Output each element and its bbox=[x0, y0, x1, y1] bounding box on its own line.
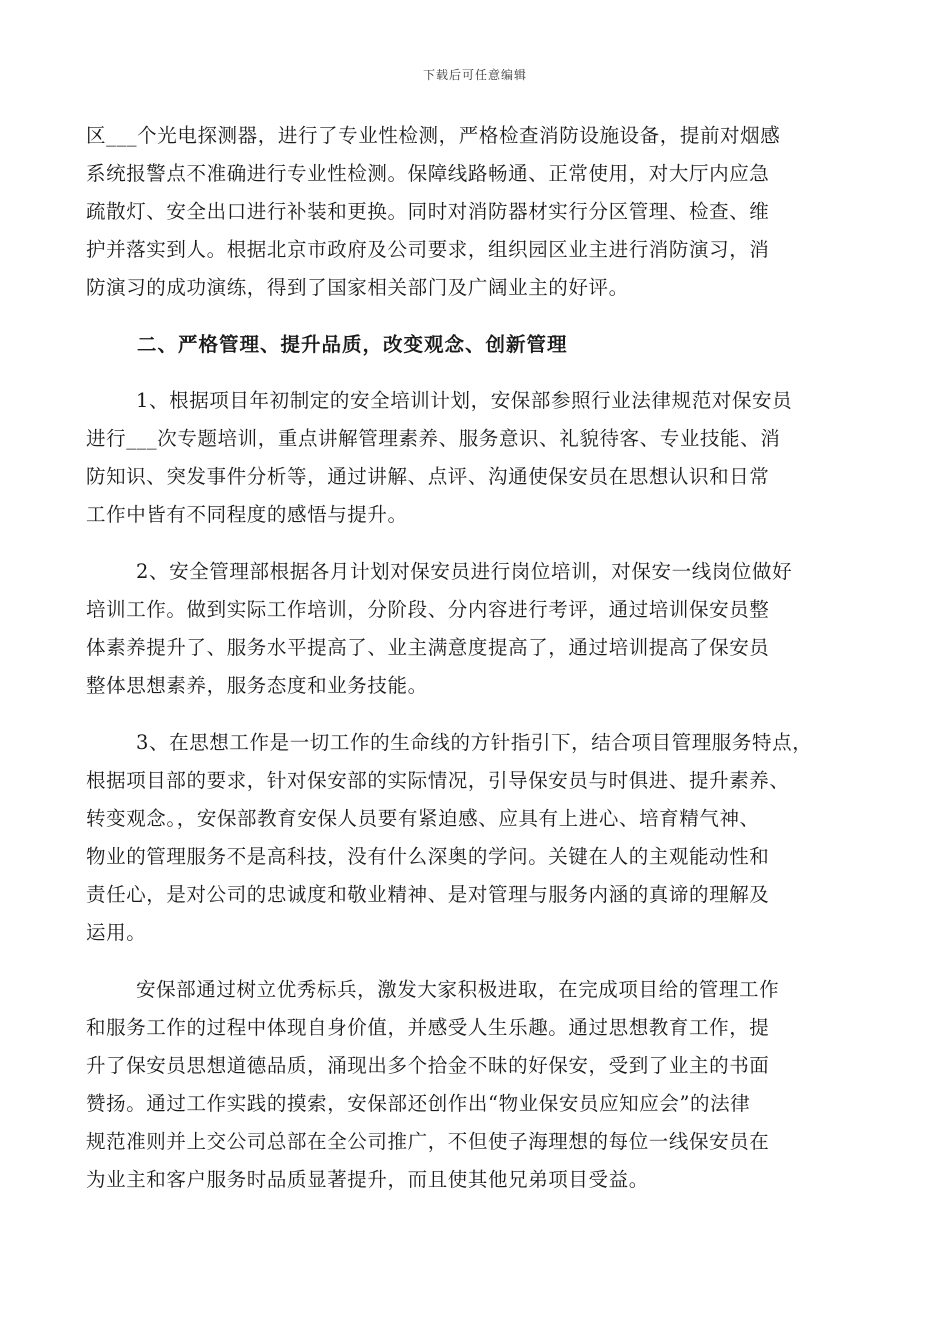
paragraph-1-line-3: 疏散灯、安全出口进行补装和更换。同时对消防器材实行分区管理、检查、维 bbox=[86, 200, 770, 223]
paragraph-5-line-4: 赞扬。通过工作实践的摸索，安保部还创作出“物业保安员应知应会”的法律 bbox=[86, 1092, 751, 1115]
paragraph-5-line-2: 和服务工作的过程中体现自身价值，并感受人生乐趣。通过思想教育工作，提 bbox=[86, 1016, 770, 1039]
paragraph-1-line-5: 防演习的成功演练，得到了国家相关部门及广阔业主的好评。 bbox=[86, 276, 629, 299]
paragraph-3-line-2: 培训工作。做到实际工作培训，分阶段、分内容进行考评，通过培训保安员整 bbox=[86, 598, 770, 621]
paragraph-4-line-2: 根据项目部的要求，针对保安部的实际情况，引导保安员与时俱进、提升素养、 bbox=[86, 769, 790, 792]
paragraph-5-line-5: 规范准则并上交公司总部在全公司推广，不但使子海理想的每位一线保安员在 bbox=[86, 1130, 770, 1153]
paragraph-5-line-6: 为业主和客户服务时品质显著提升，而且使其他兄弟项目受益。 bbox=[86, 1168, 649, 1191]
header-note: 下载后可任意编辑 bbox=[422, 68, 527, 82]
paragraph-2-line-1: 1、根据项目年初制定的安全培训计划，安保部参照行业法律规范对保安员 bbox=[136, 389, 793, 412]
paragraph-4-line-1: 3、在思想工作是一切工作的生命线的方针指引下，结合项目管理服务特点， bbox=[136, 731, 813, 754]
paragraph-5-line-3: 升了保安员思想道德品质，涌现出多个拾金不昧的好保安，受到了业主的书面 bbox=[86, 1054, 770, 1077]
section-heading: 二、严格管理、提升品质，改变观念、创新管理 bbox=[137, 333, 568, 356]
paragraph-2-line-3: 防知识、突发事件分析等，通过讲解、点评、沟通使保安员在思想认识和日常 bbox=[86, 465, 770, 488]
paragraph-3-line-1: 2、安全管理部根据各月计划对保安员进行岗位培训，对保安一线岗位做好 bbox=[136, 560, 793, 583]
paragraph-2-line-4: 工作中皆有不同程度的感悟与提升。 bbox=[86, 503, 408, 526]
paragraph-5-line-1: 安保部通过树立优秀标兵，激发大家积极进取，在完成项目给的管理工作 bbox=[136, 978, 780, 1001]
paragraph-2-line-2: 进行___次专题培训，重点讲解管理素养、服务意识、礼貌待客、专业技能、消 bbox=[86, 427, 781, 450]
paragraph-1-line-2: 系统报警点不准确进行专业性检测。保障线路畅通、正常使用，对大厅内应急 bbox=[86, 162, 770, 185]
paragraph-1-line-4: 护并落实到人。根据北京市政府及公司要求，组织园区业主进行消防演习，消 bbox=[86, 238, 770, 261]
paragraph-1-line-1: 区___个光电探测器，进行了专业性检测，严格检查消防设施设备，提前对烟感 bbox=[86, 124, 781, 147]
paragraph-4-line-4: 物业的管理服务不是高科技，没有什么深奥的学问。关键在人的主观能动性和 bbox=[86, 845, 770, 868]
paragraph-4-line-5: 责任心，是对公司的忠诚度和敬业精神、是对管理与服务内涵的真谛的理解及 bbox=[86, 883, 770, 906]
paragraph-4-line-6: 运用。 bbox=[86, 921, 147, 944]
paragraph-3-line-4: 整体思想素养，服务态度和业务技能。 bbox=[86, 674, 428, 697]
paragraph-4-line-3: 转变观念。，安保部教育安保人员要有紧迫感、应具有上进心、培育精气神、 bbox=[86, 807, 760, 830]
paragraph-3-line-3: 体素养提升了、服务水平提高了、业主满意度提高了，通过培训提高了保安员 bbox=[86, 636, 770, 659]
